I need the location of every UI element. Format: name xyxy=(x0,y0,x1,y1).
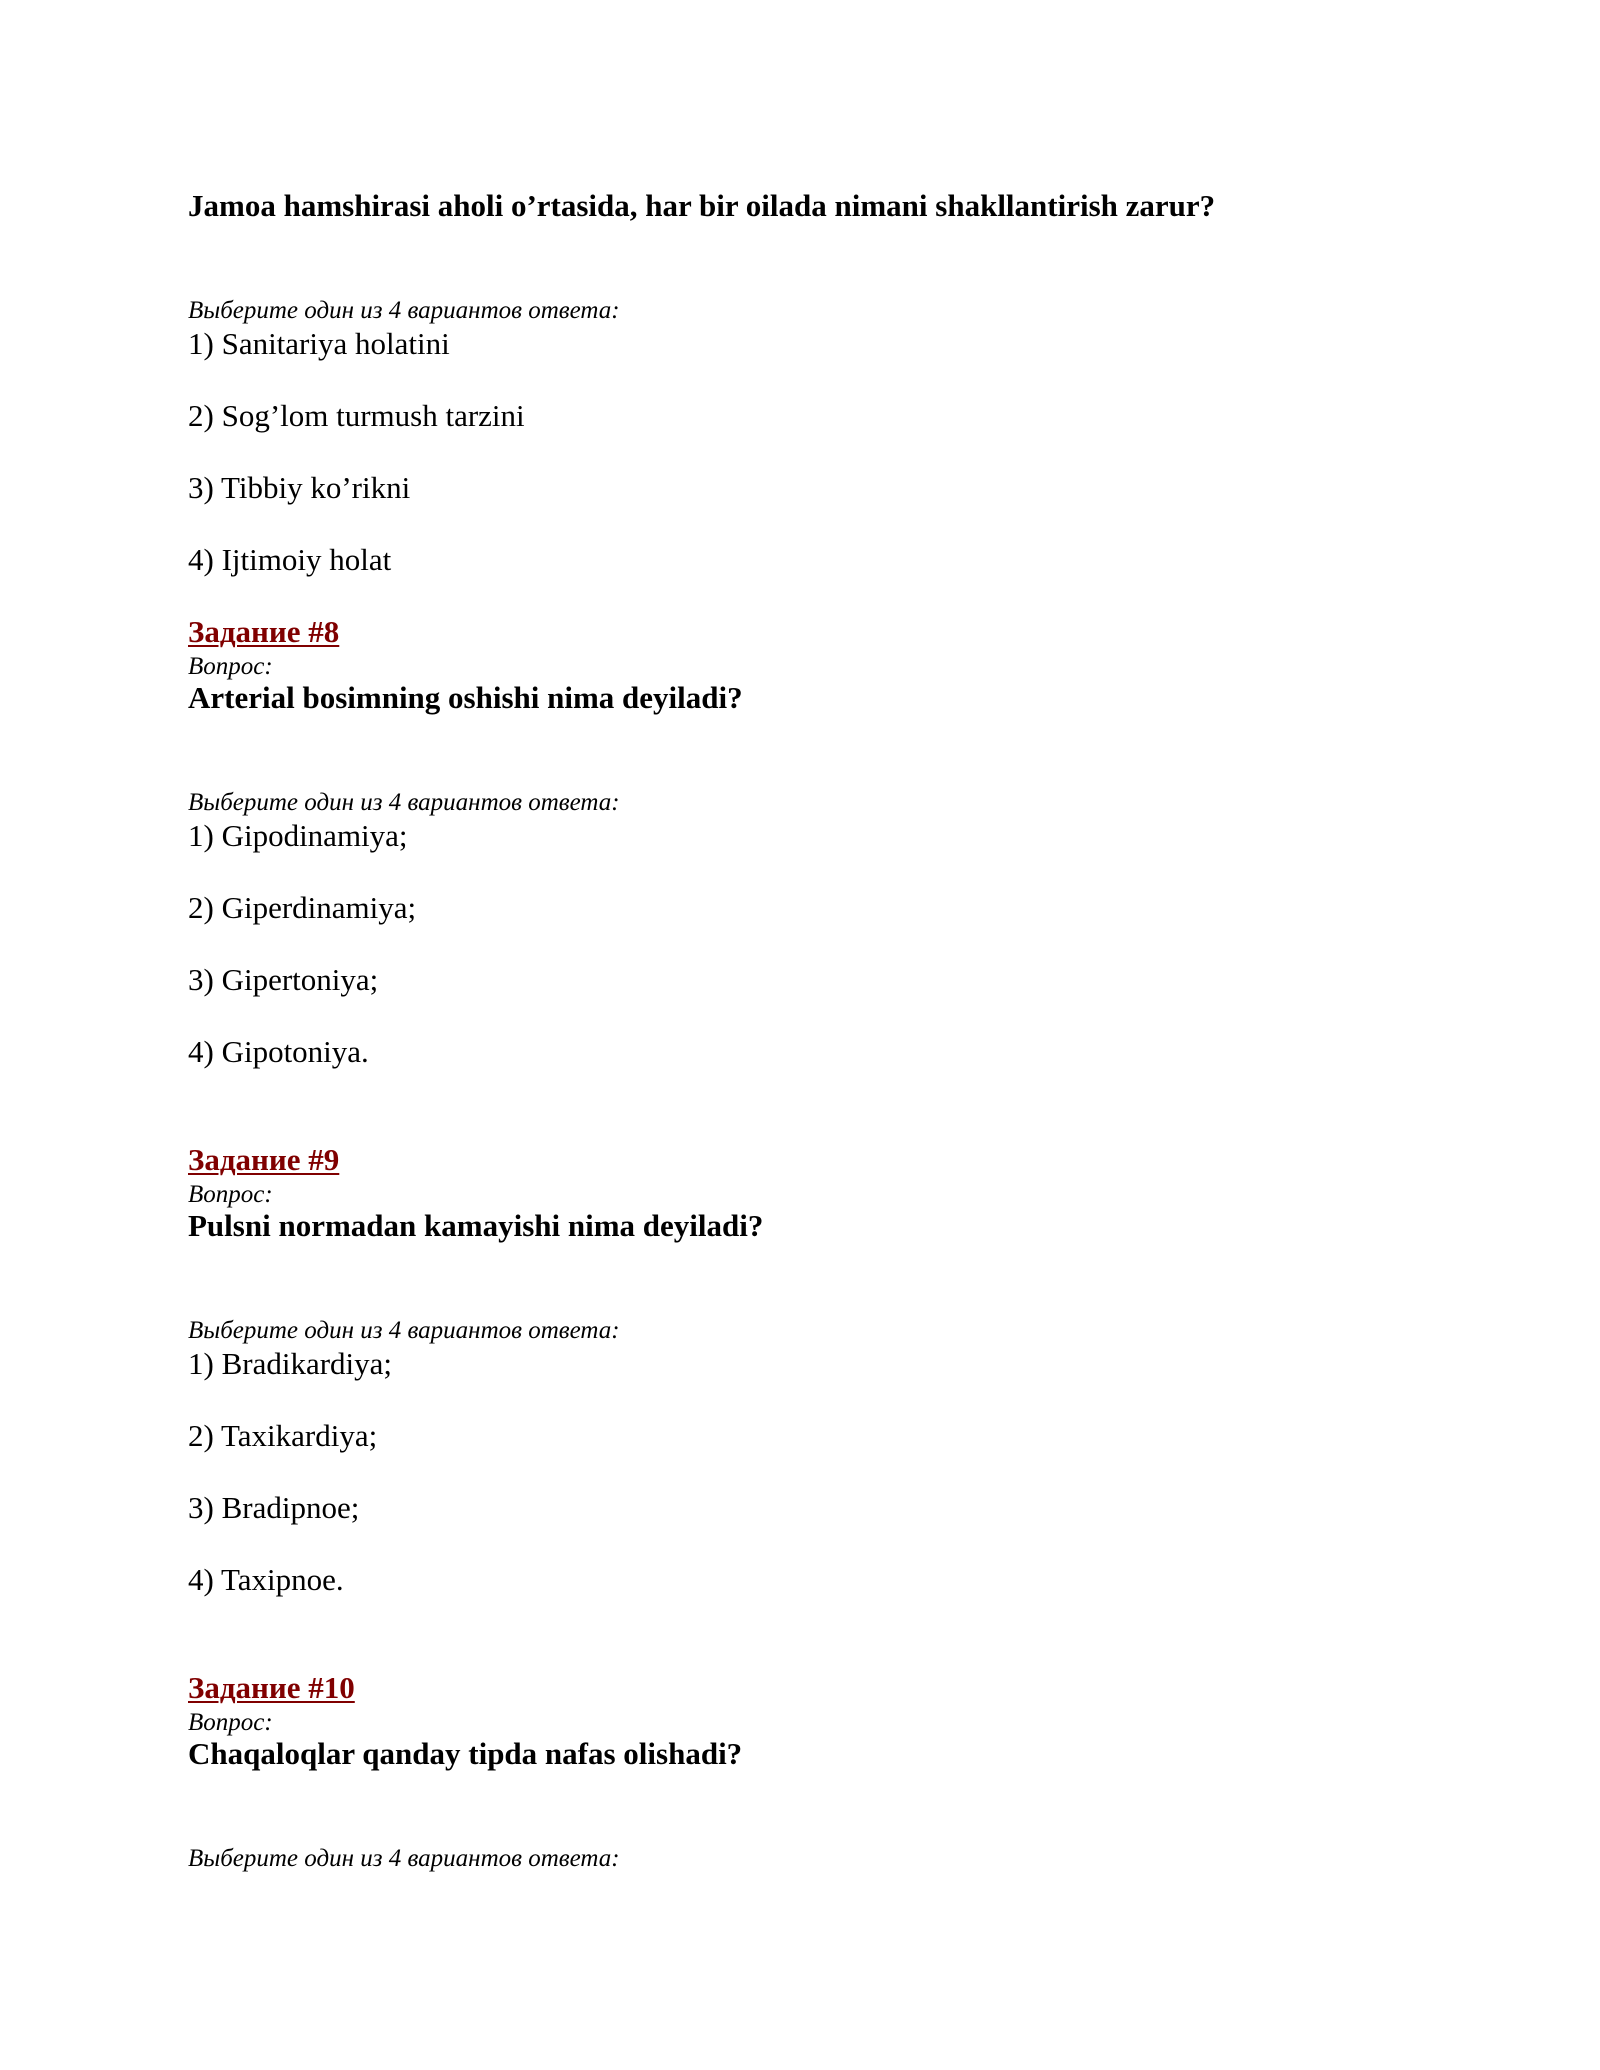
task10-instruction: Выберите один из 4 вариантов ответа: xyxy=(188,1845,620,1872)
task9-answer-3: 3) Bradipnoe; xyxy=(188,1490,360,1525)
task7-answer-3: 3) Tibbiy ko’rikni xyxy=(188,470,411,505)
task9-answer-2: 2) Taxikardiya; xyxy=(188,1418,378,1453)
task8-question: Arterial bosimning oshishi nima deyiladi? xyxy=(188,680,743,715)
task7-answer-4: 4) Ijtimoiy holat xyxy=(188,542,392,577)
document-page xyxy=(188,0,1428,2070)
task8-question-label: Вопрос: xyxy=(188,653,273,680)
task10-question: Chaqaloqlar qanday tipda nafas olishadi? xyxy=(188,1736,743,1771)
task10-heading: Задание #10 xyxy=(188,1670,355,1705)
task7-instruction: Выберите один из 4 вариантов ответа: xyxy=(188,297,620,324)
task7-answer-1: 1) Sanitariya holatini xyxy=(188,326,450,361)
task8-instruction: Выберите один из 4 вариантов ответа: xyxy=(188,789,620,816)
task9-answer-4: 4) Taxipnoe. xyxy=(188,1562,344,1597)
task8-answer-3: 3) Gipertoniya; xyxy=(188,962,379,997)
task9-question: Pulsni normadan kamayishi nima deyiladi? xyxy=(188,1208,764,1243)
task9-instruction: Выберите один из 4 вариантов ответа: xyxy=(188,1317,620,1344)
task8-answer-4: 4) Gipotoniya. xyxy=(188,1034,369,1069)
task7-answer-2: 2) Sog’lom turmush tarzini xyxy=(188,398,525,433)
task9-question-label: Вопрос: xyxy=(188,1181,273,1208)
task7-question: Jamoa hamshirasi aholi o’rtasida, har bir oilada nimani shakllantirish zarur? xyxy=(188,188,1216,223)
task9-answer-1: 1) Bradikardiya; xyxy=(188,1346,393,1381)
task8-answer-2: 2) Giperdinamiya; xyxy=(188,890,417,925)
task10-question-label: Вопрос: xyxy=(188,1709,273,1736)
task8-answer-1: 1) Gipodinamiya; xyxy=(188,818,408,853)
task8-heading: Задание #8 xyxy=(188,614,340,649)
task9-heading: Задание #9 xyxy=(188,1142,340,1177)
